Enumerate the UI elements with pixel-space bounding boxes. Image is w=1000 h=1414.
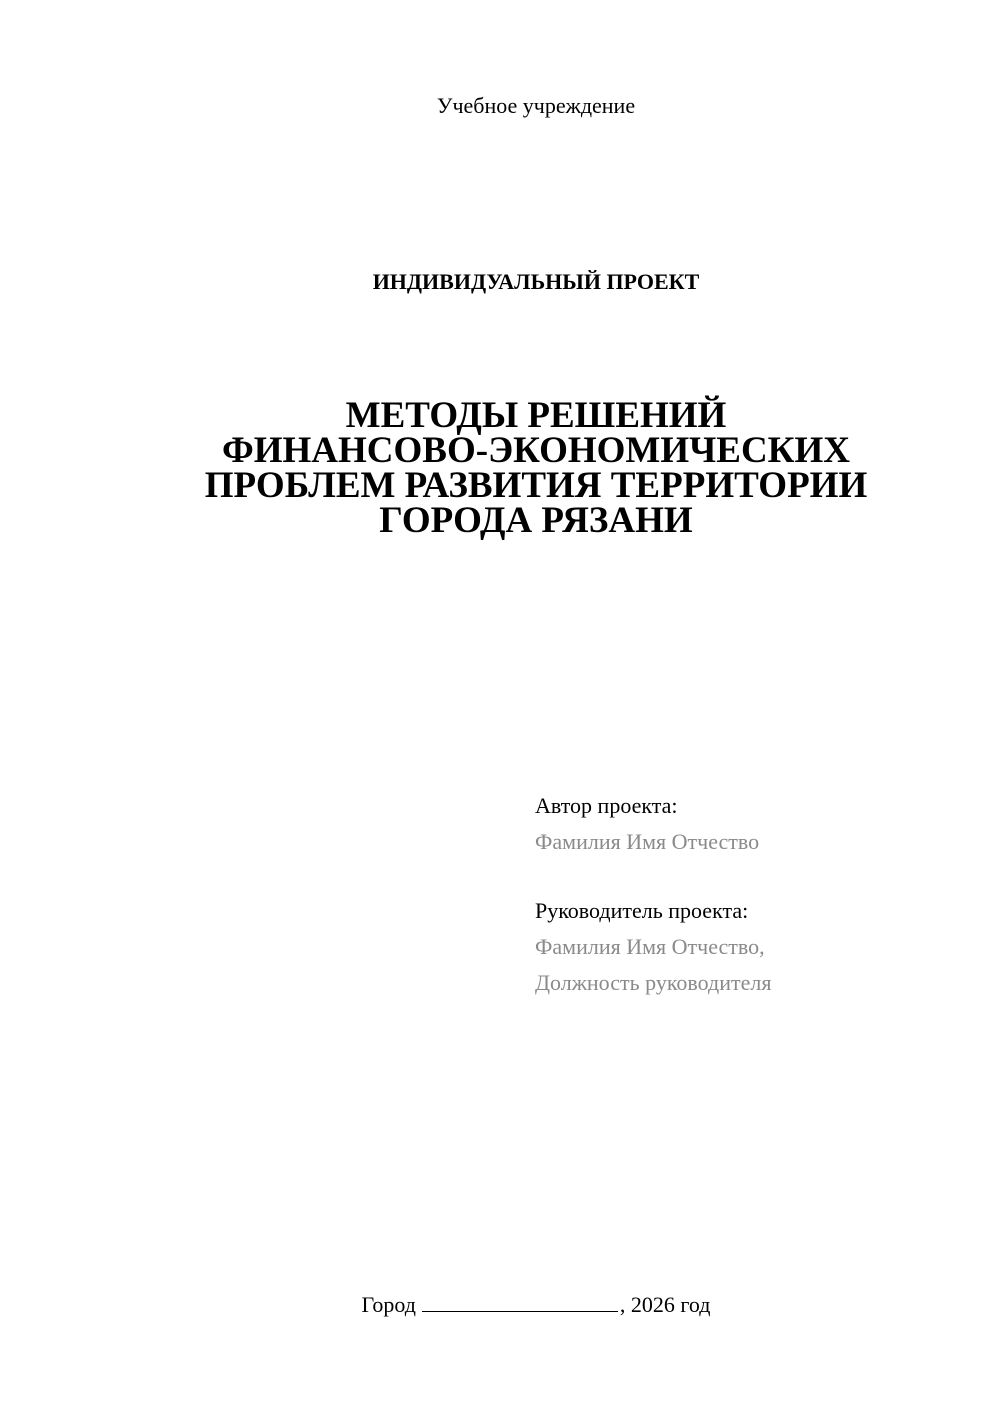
supervisor-label: Руководитель проекта: bbox=[535, 898, 749, 923]
city-label: Город bbox=[361, 1292, 416, 1317]
city-blank-line bbox=[422, 1293, 618, 1312]
year-text: , 2026 год bbox=[619, 1292, 711, 1317]
project-type-heading: ИНДИВИДУАЛЬНЫЙ ПРОЕКТ bbox=[372, 269, 700, 294]
project-title bbox=[150, 395, 922, 541]
institution-name: Учебное учреждение bbox=[436, 93, 636, 118]
author-label: Автор проекта: bbox=[535, 793, 678, 818]
city-year-line bbox=[0, 1290, 1000, 1320]
project-title-line: ПРОБЛЕМ РАЗВИТИЯ ТЕРРИТОРИИ bbox=[204, 465, 868, 506]
author-name: Фамилия Имя Отчество bbox=[535, 829, 760, 854]
project-title-line: ГОРОДА РЯЗАНИ bbox=[379, 500, 693, 541]
supervisor-name: Фамилия Имя Отчество, bbox=[535, 934, 765, 959]
project-title-line: МЕТОДЫ РЕШЕНИЙ bbox=[345, 395, 727, 436]
supervisor-position: Должность руководителя bbox=[535, 970, 772, 995]
project-title-line: ФИНАНСОВО-ЭКОНОМИЧЕСКИХ bbox=[221, 430, 851, 471]
credits-spacer bbox=[535, 860, 975, 893]
credits-block bbox=[535, 788, 975, 1001]
